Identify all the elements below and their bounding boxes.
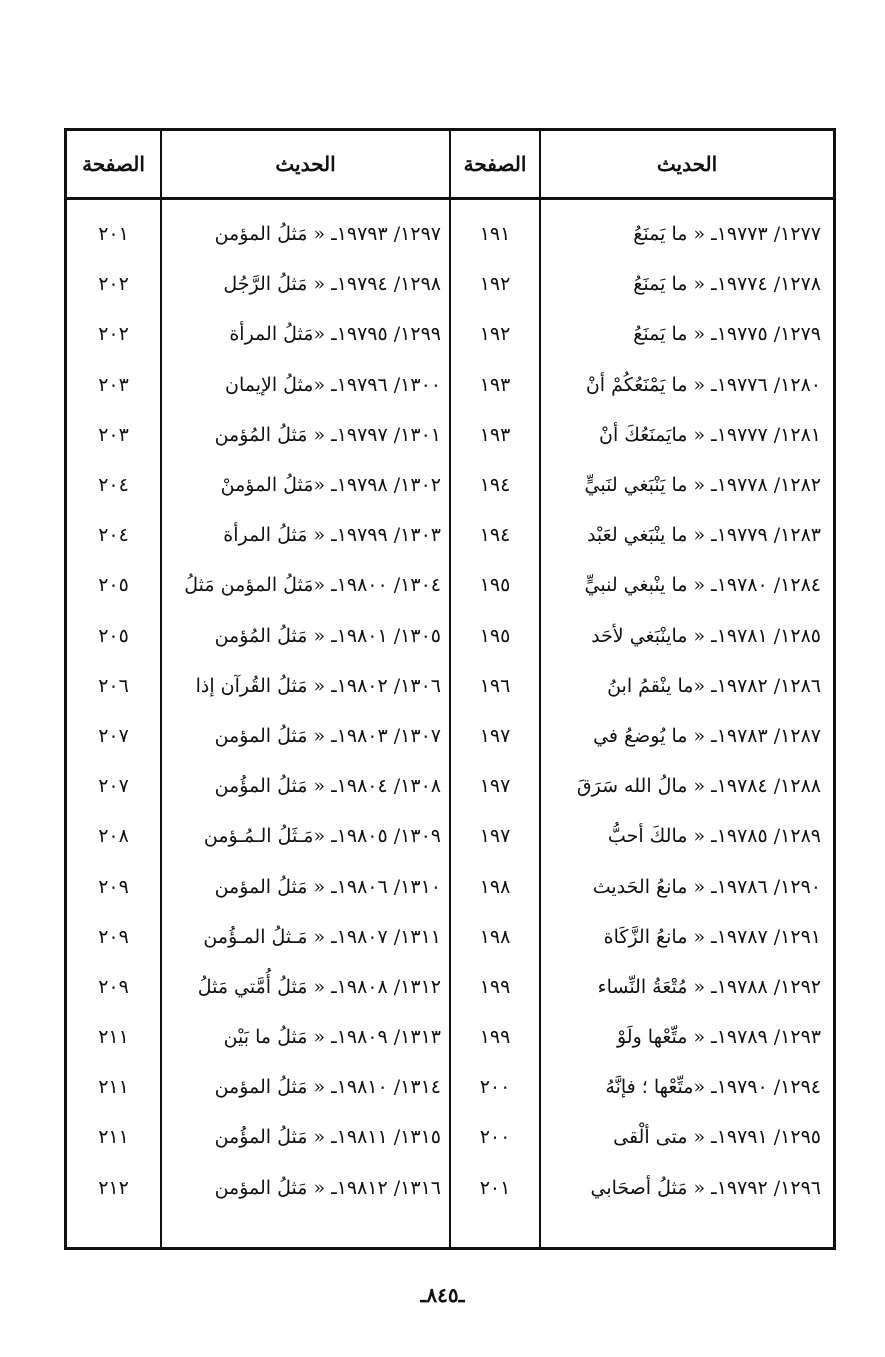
- left-hadith-cell: ١٢٩٩/ ١٩٧٩٥ـ «مَثلُ المرأة: [229, 323, 441, 346]
- left-hadith-cell: ١٣١٢/ ١٩٨٠٨ـ « مَثلُ أُمَّتي مَثلُ: [197, 975, 441, 998]
- right-hadith-cell: ١٢٩٤/ ١٩٧٩٠ـ «متِّعْها ؛ فإنَّهُ: [605, 1076, 821, 1099]
- left-hadith-cell: ١٣٠٠/ ١٩٧٩٦ـ «مثلُ الإيمان: [224, 373, 441, 396]
- right-page-cell: ١٩٤: [479, 524, 511, 547]
- table-row: [67, 761, 833, 811]
- header-divider: [67, 197, 833, 200]
- header-right-page: الصفحة: [463, 152, 527, 176]
- left-hadith-cell: ١٣١١/ ١٩٨٠٧ـ « مَـثلُ المـؤُمن: [203, 925, 441, 948]
- table-row: [67, 661, 833, 711]
- table-row: [67, 1112, 833, 1162]
- left-hadith-cell: ١٣٠٣/ ١٩٧٩٩ـ « مَثلُ المرأة: [223, 524, 441, 547]
- left-hadith-cell: ١٣١٣/ ١٩٨٠٩ـ « مَثلُ ما بَيْن: [223, 1026, 441, 1049]
- right-page-cell: ١٩٥: [479, 624, 511, 647]
- table-body: [67, 209, 833, 1213]
- table-row: [67, 1163, 833, 1213]
- right-page-cell: ١٩٧: [479, 724, 511, 747]
- header-left-hadith: الحديث: [275, 152, 336, 176]
- right-hadith-cell: ١٢٧٨/ ١٩٧٧٤ـ « ما يَمنَعُ: [633, 273, 821, 296]
- left-hadith-cell: ١٣٠٩/ ١٩٨٠٥ـ «مَـثَلُ الـمُـؤمن: [203, 825, 441, 848]
- right-page-cell: ١٩٨: [479, 925, 511, 948]
- table-row: [67, 560, 833, 610]
- left-page-cell: ٢٠٧: [98, 724, 129, 747]
- left-page-cell: ٢٠٤: [98, 524, 129, 547]
- left-hadith-cell: ١٣٠٢/ ١٩٧٩٨ـ «مَثلُ المؤمنْ: [220, 474, 441, 497]
- right-page-cell: ١٩٥: [479, 574, 511, 597]
- left-page-cell: ٢٠٤: [98, 474, 129, 497]
- right-page-cell: ١٩٢: [479, 323, 511, 346]
- left-page-cell: ٢١١: [98, 1126, 129, 1149]
- table-row: [67, 1062, 833, 1112]
- right-hadith-cell: ١٢٩٦/ ١٩٧٩٢ـ « مَثلُ أصحَابي: [590, 1176, 821, 1199]
- left-page-cell: ٢٠٢: [98, 273, 129, 296]
- left-page-cell: ٢٠٨: [98, 825, 129, 848]
- right-page-cell: ١٩٦: [479, 674, 511, 697]
- right-page-cell: ١٩٧: [479, 825, 511, 848]
- table-row: [67, 510, 833, 560]
- table-row: [67, 861, 833, 911]
- table-row: [67, 360, 833, 410]
- right-hadith-cell: ١٢٩٢/ ١٩٧٨٨ـ « مُتْعَةُ النِّساء: [597, 975, 821, 998]
- left-page-cell: ٢٠٩: [98, 975, 129, 998]
- index-table: [64, 128, 836, 1250]
- table-row: [67, 259, 833, 309]
- table-row: [67, 309, 833, 359]
- left-page-cell: ٢٠٣: [98, 373, 129, 396]
- right-hadith-cell: ١٢٩١/ ١٩٧٨٧ـ « مانعُ الزَّكَاة: [603, 925, 821, 948]
- right-page-cell: ١٩١: [479, 223, 511, 246]
- page-number: ـ٨٤٥ـ: [420, 1283, 465, 1307]
- table-row: [67, 209, 833, 259]
- left-page-cell: ٢٠١: [98, 223, 129, 246]
- right-hadith-cell: ١٢٨٠/ ١٩٧٧٦ـ « ما يَمْنَعُكُمْ أنْ: [585, 373, 821, 396]
- left-hadith-cell: ١٣٠٨/ ١٩٨٠٤ـ « مَثلُ المؤُمن: [214, 775, 441, 798]
- right-page-cell: ٢٠٠: [479, 1076, 511, 1099]
- right-hadith-cell: ١٢٨٩/ ١٩٧٨٥ـ « مالكَ أحبُّ: [607, 825, 821, 848]
- right-hadith-cell: ١٢٩٠/ ١٩٧٨٦ـ « مانعُ الحَديث: [592, 875, 821, 898]
- left-page-cell: ٢٠٧: [98, 775, 129, 798]
- table-row: [67, 912, 833, 962]
- header-left-page: الصفحة: [82, 152, 145, 176]
- left-hadith-cell: ١٣١٥/ ١٩٨١١ـ « مَثلُ المؤُمن: [214, 1126, 441, 1149]
- right-hadith-cell: ١٢٨٧/ ١٩٧٨٣ـ « ما يُوضعُ في: [593, 724, 821, 747]
- right-hadith-cell: ١٢٧٧/ ١٩٧٧٣ـ « ما يَمنَعُ: [633, 223, 821, 246]
- right-page-cell: ١٩٨: [479, 875, 511, 898]
- right-page-cell: ١٩٢: [479, 273, 511, 296]
- left-hadith-cell: ١٣١٤/ ١٩٨١٠ـ « مَثلُ المؤمن: [214, 1076, 441, 1099]
- left-hadith-cell: ١٢٩٨/ ١٩٧٩٤ـ « مَثلُ الرَّجُل: [223, 273, 441, 296]
- right-page-cell: ٢٠٠: [479, 1126, 511, 1149]
- left-page-cell: ٢٠٦: [98, 674, 129, 697]
- right-hadith-cell: ١٢٨٨/ ١٩٧٨٤ـ « مالُ الله سَرَقَ: [576, 775, 821, 798]
- left-hadith-cell: ١٣٠٤/ ١٩٨٠٠ـ «مَثلُ المؤمن مَثلُ: [184, 574, 441, 597]
- right-page-cell: ١٩٣: [479, 423, 511, 446]
- left-page-cell: ٢٠٣: [98, 423, 129, 446]
- table-row: [67, 460, 833, 510]
- right-hadith-cell: ١٢٨٤/ ١٩٧٨٠ـ « ما ينْبغي لنبيٍّ: [584, 574, 821, 597]
- left-hadith-cell: ١٣١٦/ ١٩٨١٢ـ « مَثلُ المؤمن: [214, 1176, 441, 1199]
- right-page-cell: ٢٠١: [479, 1176, 511, 1199]
- right-hadith-cell: ١٢٩٣/ ١٩٧٨٩ـ « متِّعْها ولَوْ: [616, 1026, 821, 1049]
- right-hadith-cell: ١٢٨١/ ١٩٧٧٧ـ « مايَمنَعُكَ أنْ: [598, 423, 821, 446]
- left-page-cell: ٢٠٥: [98, 624, 129, 647]
- right-page-cell: ١٩٩: [479, 1026, 511, 1049]
- right-page-cell: ١٩٩: [479, 975, 511, 998]
- right-hadith-cell: ١٢٧٩/ ١٩٧٧٥ـ « ما يَمنَعُ: [633, 323, 821, 346]
- right-hadith-cell: ١٢٨٢/ ١٩٧٧٨ـ « ما يَنْبَغي لنَبيٍّ: [584, 474, 821, 497]
- left-page-cell: ٢١١: [98, 1076, 129, 1099]
- left-page-cell: ٢٠٢: [98, 323, 129, 346]
- table-row: [67, 711, 833, 761]
- left-hadith-cell: ١٣٠١/ ١٩٧٩٧ـ « مَثلُ المُؤمن: [214, 423, 441, 446]
- right-hadith-cell: ١٢٩٥/ ١٩٧٩١ـ « متى ألْقى: [613, 1126, 821, 1149]
- table-row: [67, 962, 833, 1012]
- table-row: [67, 410, 833, 460]
- left-page-cell: ٢٠٩: [98, 875, 129, 898]
- left-page-cell: ٢٠٩: [98, 925, 129, 948]
- right-page-cell: ١٩٧: [479, 775, 511, 798]
- left-hadith-cell: ١٢٩٧/ ١٩٧٩٣ـ « مَثلُ المؤمن: [214, 223, 441, 246]
- right-hadith-cell: ١٢٨٦/ ١٩٧٨٢ـ «ما ينْقمُ ابنُ: [607, 674, 821, 697]
- right-hadith-cell: ١٢٨٥/ ١٩٧٨١ـ « ماينْبَغي لأحَد: [591, 624, 821, 647]
- right-page-cell: ١٩٤: [479, 474, 511, 497]
- left-hadith-cell: ١٣١٠/ ١٩٨٠٦ـ « مَثلُ المؤمن: [214, 875, 441, 898]
- left-page-cell: ٢٠٥: [98, 574, 129, 597]
- right-page-cell: ١٩٣: [479, 373, 511, 396]
- left-hadith-cell: ١٣٠٧/ ١٩٨٠٣ـ « مَثلُ المؤمن: [214, 724, 441, 747]
- right-hadith-cell: ١٢٨٣/ ١٩٧٧٩ـ « ما ينْبَغي لعَبْد: [586, 524, 821, 547]
- left-page-cell: ٢١١: [98, 1026, 129, 1049]
- left-hadith-cell: ١٣٠٥/ ١٩٨٠١ـ « مَثلُ المُؤمن: [214, 624, 441, 647]
- header-right-hadith: الحديث: [656, 152, 718, 176]
- table-row: [67, 1012, 833, 1062]
- table-row: [67, 811, 833, 861]
- left-hadith-cell: ١٣٠٦/ ١٩٨٠٢ـ « مَثلُ القُرآن إذا: [195, 674, 441, 697]
- left-page-cell: ٢١٢: [98, 1176, 129, 1199]
- table-row: [67, 611, 833, 661]
